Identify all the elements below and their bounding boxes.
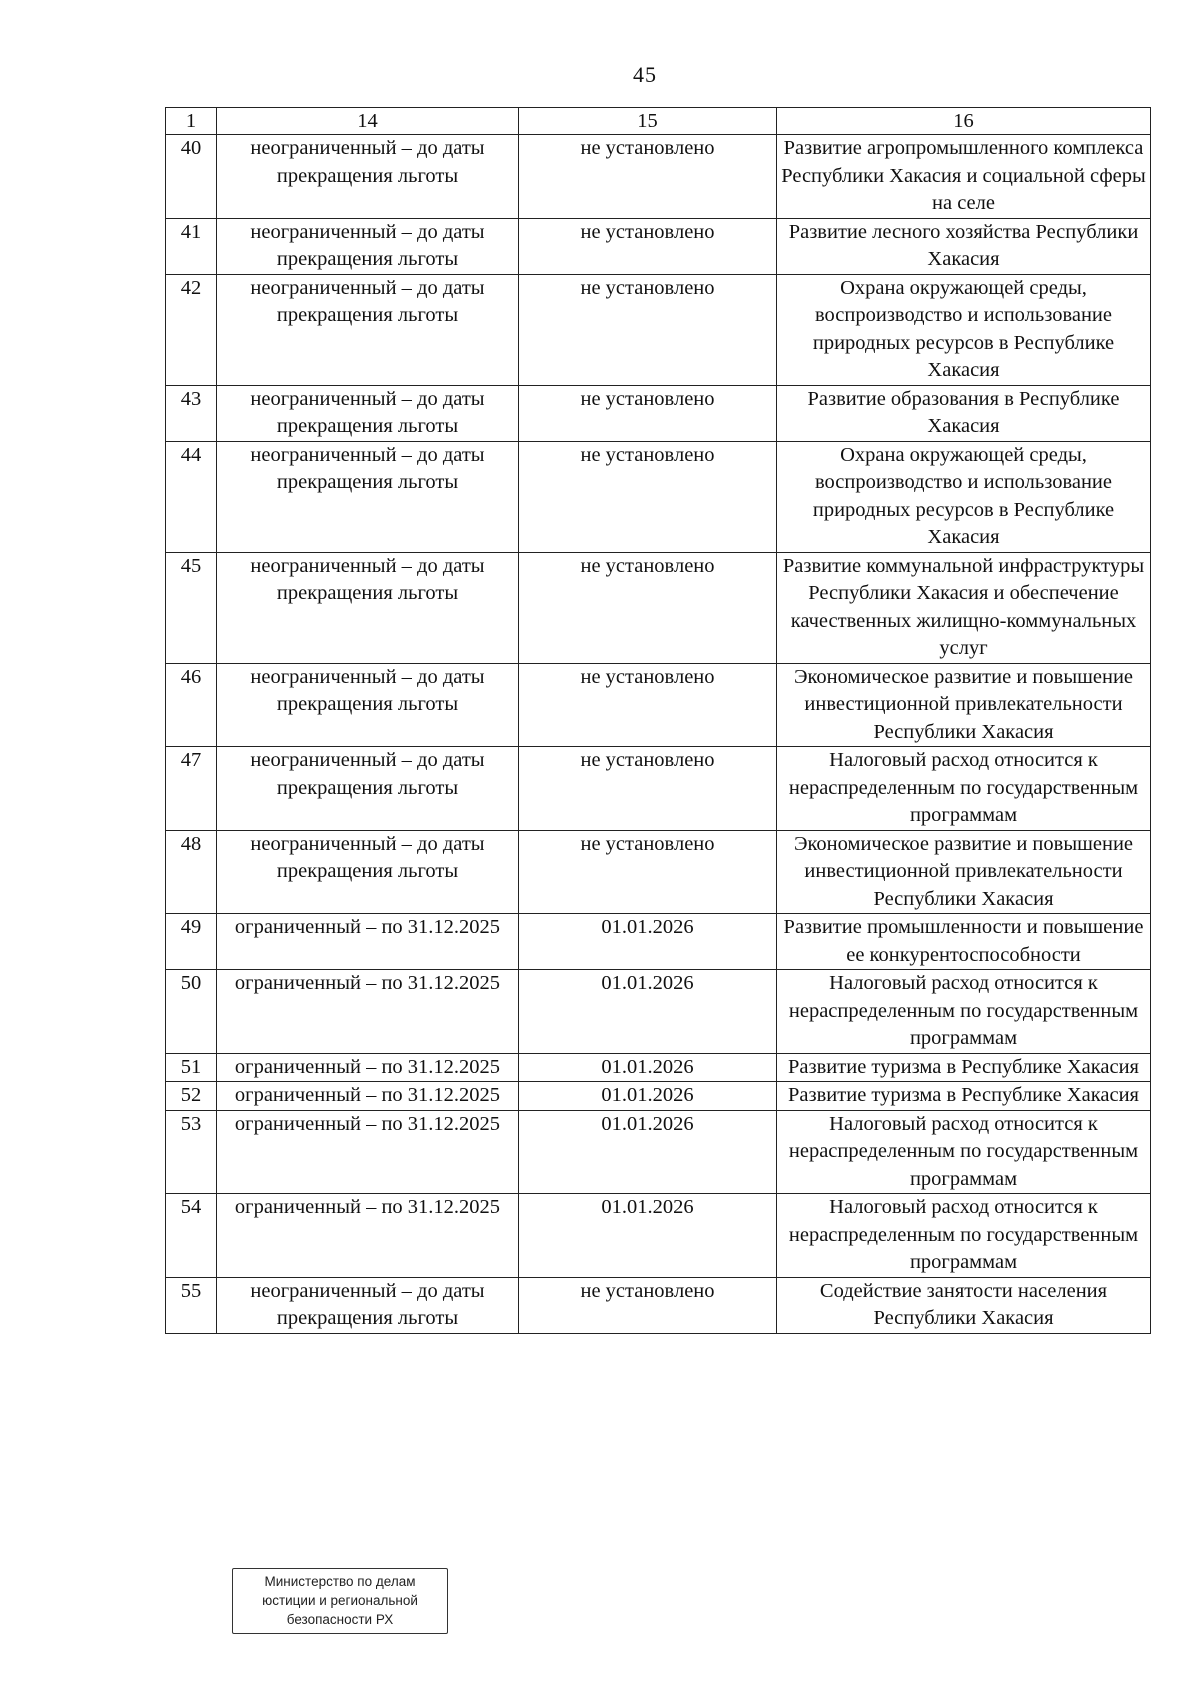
end-date-cell: 01.01.2026	[519, 1194, 777, 1278]
row-number: 49	[166, 914, 217, 970]
header-row	[166, 108, 1151, 135]
program-cell: Развитие агропромышленного комплекса Республики Хакасия и социальной сферы на селе	[777, 135, 1151, 219]
duration-cell: ограниченный – по 31.12.2025	[217, 1053, 519, 1082]
row-number: 46	[166, 663, 217, 747]
end-date-cell: 01.01.2026	[519, 970, 777, 1054]
header-col-16: 16	[777, 108, 1151, 135]
row-number: 45	[166, 552, 217, 663]
end-date-cell: 01.01.2026	[519, 1082, 777, 1111]
end-date-cell: не установлено	[519, 830, 777, 914]
end-date-cell: не установлено	[519, 747, 777, 831]
row-number: 47	[166, 747, 217, 831]
end-date-cell: не установлено	[519, 218, 777, 274]
table-row	[166, 552, 1151, 663]
program-cell: Охрана окружающей среды, воспроизводство и использование природных ресурсов в Республике Хакасия	[777, 274, 1151, 385]
duration-cell: ограниченный – по 31.12.2025	[217, 1082, 519, 1111]
stamp-line: юстиции и региональной	[262, 1593, 418, 1608]
row-number: 53	[166, 1110, 217, 1194]
row-number: 50	[166, 970, 217, 1054]
row-number: 41	[166, 218, 217, 274]
duration-cell: ограниченный – по 31.12.2025	[217, 970, 519, 1054]
duration-cell: ограниченный – по 31.12.2025	[217, 1194, 519, 1278]
stamp-line: Министерство по делам	[264, 1574, 416, 1589]
program-cell: Налоговый расход относится к нераспределенным по государственным программам	[777, 970, 1151, 1054]
ministry-stamp	[232, 1568, 448, 1634]
duration-cell: неограниченный – до даты прекращения льготы	[217, 218, 519, 274]
table-row	[166, 1082, 1151, 1111]
page-number: 45	[633, 62, 657, 87]
row-number: 43	[166, 385, 217, 441]
end-date-cell: 01.01.2026	[519, 1053, 777, 1082]
table-row	[166, 1277, 1151, 1333]
duration-cell: неограниченный – до даты прекращения льготы	[217, 663, 519, 747]
table-row	[166, 970, 1151, 1054]
program-cell: Экономическое развитие и повышение инвестиционной привлекательности Республики Хакасия	[777, 663, 1151, 747]
program-cell: Развитие лесного хозяйства Республики Хакасия	[777, 218, 1151, 274]
end-date-cell: не установлено	[519, 552, 777, 663]
program-cell: Налоговый расход относится к нераспределенным по государственным программам	[777, 747, 1151, 831]
table-row	[166, 830, 1151, 914]
table-row	[166, 385, 1151, 441]
row-number: 52	[166, 1082, 217, 1111]
table-body	[166, 135, 1151, 1334]
end-date-cell: не установлено	[519, 441, 777, 552]
row-number: 44	[166, 441, 217, 552]
stamp-line: безопасности РХ	[286, 1612, 394, 1627]
table-row	[166, 135, 1151, 219]
table-row	[166, 747, 1151, 831]
duration-cell: неограниченный – до даты прекращения льготы	[217, 385, 519, 441]
program-cell: Развитие промышленности и повышение ее конкурентоспособности	[777, 914, 1151, 970]
row-number: 48	[166, 830, 217, 914]
row-number: 54	[166, 1194, 217, 1278]
table-row	[166, 441, 1151, 552]
duration-cell: неограниченный – до даты прекращения льготы	[217, 135, 519, 219]
end-date-cell: не установлено	[519, 1277, 777, 1333]
duration-cell: неограниченный – до даты прекращения льготы	[217, 441, 519, 552]
program-cell: Развитие туризма в Республике Хакасия	[777, 1053, 1151, 1082]
table-row	[166, 274, 1151, 385]
end-date-cell: 01.01.2026	[519, 1110, 777, 1194]
header-col-15: 15	[519, 108, 777, 135]
program-cell: Развитие образования в Республике Хакасия	[777, 385, 1151, 441]
row-number: 42	[166, 274, 217, 385]
program-cell: Содействие занятости населения Республики Хакасия	[777, 1277, 1151, 1333]
table-row	[166, 1053, 1151, 1082]
table-row	[166, 914, 1151, 970]
row-number: 55	[166, 1277, 217, 1333]
end-date-cell: не установлено	[519, 385, 777, 441]
end-date-cell: не установлено	[519, 274, 777, 385]
program-cell: Развитие туризма в Республике Хакасия	[777, 1082, 1151, 1111]
program-cell: Налоговый расход относится к нераспределенным по государственным программам	[777, 1110, 1151, 1194]
header-col-14: 14	[217, 108, 519, 135]
table-row	[166, 663, 1151, 747]
end-date-cell: 01.01.2026	[519, 914, 777, 970]
program-cell: Экономическое развитие и повышение инвестиционной привлекательности Республики Хакасия	[777, 830, 1151, 914]
duration-cell: неограниченный – до даты прекращения льготы	[217, 274, 519, 385]
program-cell: Развитие коммунальной инфраструктуры Республики Хакасия и обеспечение качественных жилищно-коммунальных услуг	[777, 552, 1151, 663]
duration-cell: неограниченный – до даты прекращения льготы	[217, 830, 519, 914]
table-header	[166, 108, 1151, 135]
table-row	[166, 1194, 1151, 1278]
duration-cell: неограниченный – до даты прекращения льготы	[217, 1277, 519, 1333]
program-cell: Охрана окружающей среды, воспроизводство и использование природных ресурсов в Республике Хакасия	[777, 441, 1151, 552]
duration-cell: ограниченный – по 31.12.2025	[217, 914, 519, 970]
row-number: 40	[166, 135, 217, 219]
header-col-1: 1	[166, 108, 217, 135]
duration-cell: неограниченный – до даты прекращения льготы	[217, 747, 519, 831]
table-row	[166, 218, 1151, 274]
end-date-cell: не установлено	[519, 135, 777, 219]
benefits-table	[165, 107, 1151, 1334]
row-number: 51	[166, 1053, 217, 1082]
end-date-cell: не установлено	[519, 663, 777, 747]
duration-cell: неограниченный – до даты прекращения льготы	[217, 552, 519, 663]
duration-cell: ограниченный – по 31.12.2025	[217, 1110, 519, 1194]
program-cell: Налоговый расход относится к нераспределенным по государственным программам	[777, 1194, 1151, 1278]
table-row	[166, 1110, 1151, 1194]
